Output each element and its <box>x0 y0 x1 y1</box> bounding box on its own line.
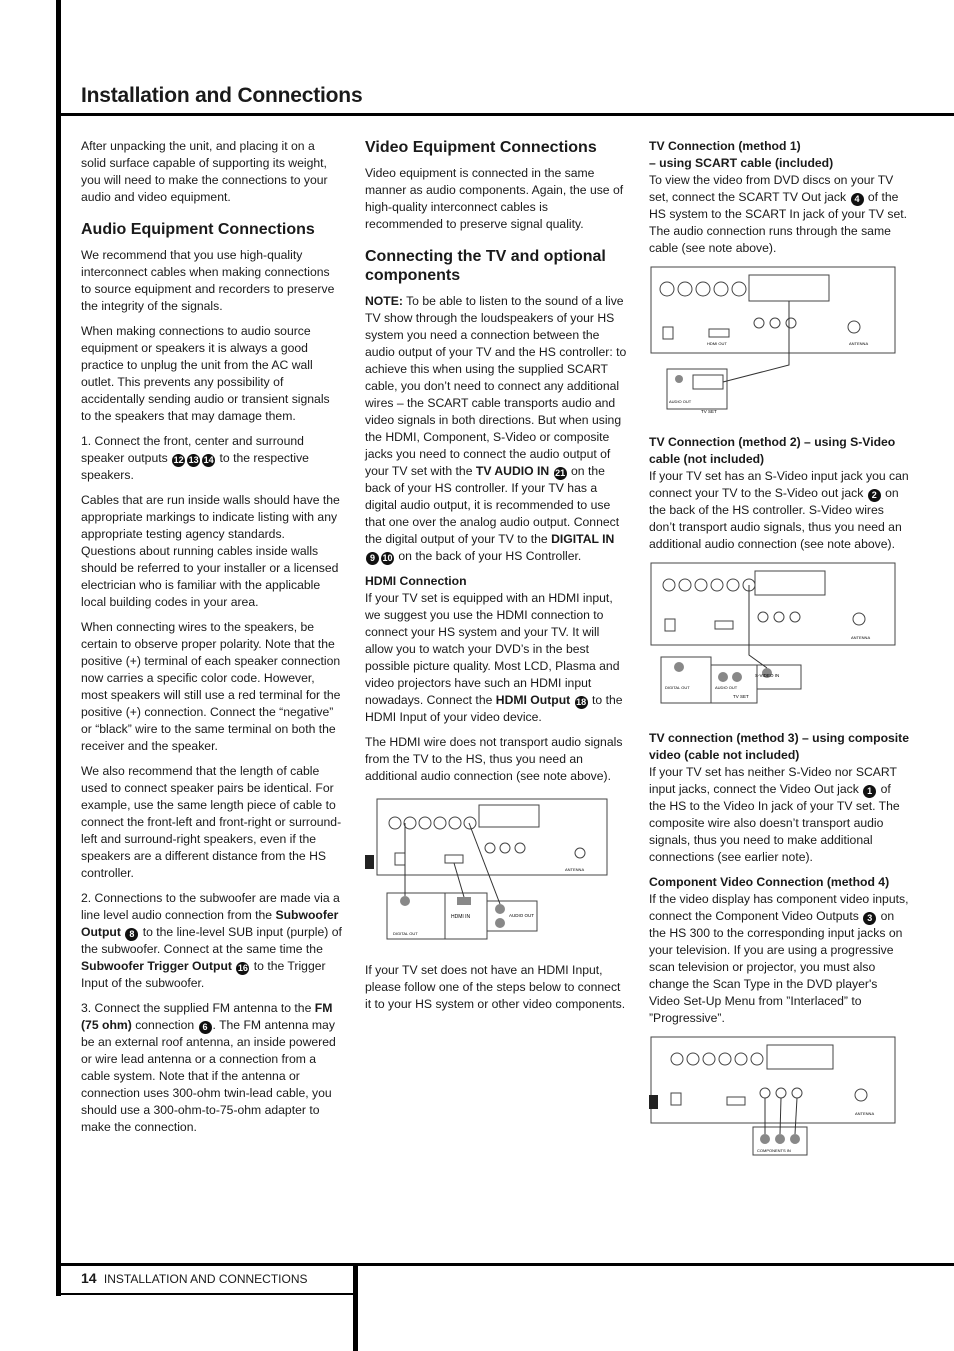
audio-out-label: AUDIO OUT <box>669 399 692 404</box>
hdmi-paragraph-2: The HDMI wire does not transport audio signals from the TV to the HS, thus you need an additional audio connection (see note above). <box>365 735 623 783</box>
callout-number: 12 <box>173 455 184 465</box>
step1-text-end: to the respective speakers. <box>81 451 309 482</box>
antenna-label: ANTENNA <box>849 341 869 346</box>
digital-in-label: DIGITAL IN <box>551 532 615 546</box>
hdmi-connection-diagram <box>365 793 629 948</box>
method2-paragraph <box>649 468 911 553</box>
audio-out-label: AUDIO OUT <box>715 685 738 690</box>
footer-divider-bar <box>353 1266 358 1351</box>
component-diagram-svg <box>649 1035 899 1165</box>
footer-label: INSTALLATION AND CONNECTIONS <box>103 1272 308 1286</box>
antenna-label: ANTENNA <box>855 1111 875 1116</box>
method1-heading-a: TV Connection (method 1) <box>649 139 801 153</box>
callout-number: 21 <box>555 468 566 478</box>
footer <box>81 1269 308 1288</box>
note-paragraph <box>365 293 629 565</box>
callout-number: 6 <box>199 1021 212 1034</box>
intro-paragraph: After unpacking the unit, and placing it on a solid surface capable of supporting its weight, you will need to make the connections to your audio and video equipment. <box>81 139 328 204</box>
method3-paragraph <box>649 764 911 866</box>
audio-paragraph-2: When making connections to audio source equipment or speakers it is always a good practice to unplug the unit from the AC wall outlet. This prevents any possibility of accidentally sending audio or transient signals to the speakers that may damage them. <box>81 324 330 423</box>
sub-output-label: Subwoofer Output <box>81 908 339 939</box>
fm-label: FM (75 ohm) <box>81 1001 333 1032</box>
audio-out-label: AUDIO OUT <box>509 913 535 918</box>
hdmi-in-label: HDMI IN <box>451 914 471 920</box>
note-text-a: To be able to listen to the sound of a live TV show through the loudspeakers of your HS system you need a connection between the audio output of your TV and the HS controller: to achieve this when using the supplied SCART cable, you don’t need to connect any additional wires – the SCART cable transports audio and video signals in both directions. But when using the HDMI, Component, S-Video or composite jacks you need to connect the audio output of your TV set with the <box>365 294 627 478</box>
sub-trigger-label: Subwoofer Trigger Output <box>81 959 232 973</box>
fm-text-b: connection <box>135 1018 195 1032</box>
footer-rule <box>56 1263 954 1266</box>
video-heading: Video Equipment Connections <box>365 139 597 156</box>
digital-out-label: DIGITAL OUT <box>665 685 690 690</box>
m2-text-b: on the back of the HS controller. S-Video wires don’t transport audio signals, thus you need an additional audio connection (see note above). <box>649 486 902 551</box>
hdmi-paragraph <box>365 590 629 726</box>
fm-text-c: . The FM antenna may be an external roof antenna, an inside powered or wire lead antenna or a connection from a cable system. Note that if the antenna or connection uses 300-ohm twin-lead cable, you should use a 300-ohm-to-75-ohm adapter to make the connection. <box>81 1018 336 1134</box>
hdmi-out-label: HDMI OUT <box>707 341 727 346</box>
callout-number: 2 <box>868 489 881 502</box>
m1-text-a: To view the video from DVD discs on your TV set, connect the SCART TV Out jack <box>649 173 894 204</box>
svideo-diagram-svg <box>649 561 899 711</box>
audio-paragraph-3 <box>81 433 343 484</box>
note-label: NOTE: <box>365 294 403 308</box>
subwoofer-paragraph <box>81 890 343 992</box>
digital-out-label: DIGITAL OUT <box>393 931 418 936</box>
left-margin-bar <box>56 0 61 1296</box>
m2-text-a: If your TV set has an S-Video input jack you can connect your TV to the S-Video out jack <box>649 469 909 500</box>
audio-paragraph-4: Cables that are run inside walls should have the appropriate markings to indicate listing with any appropriate testing agency standards. Questions about running cables inside walls should be referred to your installer or a licensed electrician who is familiar with the applicable local building codes in your area. <box>81 493 340 609</box>
fm-text-a: 3. Connect the supplied FM antenna to the <box>81 1001 312 1015</box>
tv-set-label: TV SET <box>701 409 717 414</box>
callout-number: 9 <box>366 552 379 565</box>
m3-text-b: of the HS to the Video In jack of your TV set. The composite wire also doesn’t transport audio signals, thus you need to make additional connections (see earlier note). <box>649 782 900 864</box>
callout-number: 4 <box>851 193 864 206</box>
antenna-label: ANTENNA <box>565 867 585 872</box>
fm-paragraph <box>81 1000 343 1136</box>
callout-number: 1 <box>863 785 876 798</box>
sub-text-c: to the Trigger Input of the subwoofer. <box>81 959 326 990</box>
tv-audio-in-label: TV AUDIO IN <box>475 464 550 478</box>
page-number: 14 <box>81 1270 97 1286</box>
callout-number: 3 <box>863 912 876 925</box>
svideo-connection-diagram <box>649 561 911 716</box>
callout-number: 16 <box>237 963 248 973</box>
footer-rule-bottom <box>56 1293 358 1295</box>
no-hdmi-paragraph: If your TV set does not have an HDMI Input, please follow one of the steps below to connect it to your HS system or other video components. <box>365 963 626 1011</box>
hdmi-text-a: If your TV set is equipped with an HDMI input, we suggest you use the HDMI connection to connect your HS system and your TV. It will allow you to watch your DVD’s in the best possible picture quality. Most LCD, Plasma and video projectors have such an HDMI input nowadays. Connect the <box>365 591 620 707</box>
method1-paragraph <box>649 172 911 257</box>
tv-heading: Connecting the TV and optional components <box>365 248 606 284</box>
callout-number: 10 <box>382 553 393 563</box>
method4-paragraph <box>649 891 911 1027</box>
page-title: Installation and Connections <box>81 84 363 107</box>
hdmi-diagram-svg <box>365 793 610 943</box>
sub-text-a: 2. Connections to the subwoofer are made via a line level audio connection from the <box>81 891 340 922</box>
audio-paragraph-5: When connecting wires to the speakers, be certain to observe proper polarity. Note that the positive (+) terminal of each speaker connection now carries a specific color code. However, most speakers will still use a red terminal for the positive (+) connection. Connect the “negative” or “black” wire to the same terminal on both the receiver and the speaker. <box>81 620 341 753</box>
audio-heading: Audio Equipment Connections <box>81 221 315 238</box>
m3-text-a: If your TV set has neither S-Video nor SCART input jacks, connect the Video Out jack <box>649 765 897 796</box>
callout-number: 18 <box>576 697 587 707</box>
hdmi-output-label: HDMI Output <box>495 693 571 707</box>
column-2 <box>365 138 629 1021</box>
column-1 <box>81 138 343 1144</box>
tv-set-label: TV SET <box>733 694 749 699</box>
column-3 <box>649 138 911 1184</box>
method1-heading-b: – using SCART cable (included) <box>649 156 834 170</box>
header-rule <box>56 113 954 116</box>
method4-heading: Component Video Connection (method 4) <box>649 875 890 889</box>
method2-heading: TV Connection (method 2) – using S-Video cable (not included) <box>649 435 896 466</box>
m4-text-b: on the HS 300 to the corresponding input jacks on your television. If you are using a progressive scan television or projector, you must also change the Scan Type in the DVD player's Video Set-Up Menu from ”Interlaced” to ”Progressive”. <box>649 909 903 1025</box>
sub-text-b: to the line-level SUB input (purple) of the subwoofer. Connect at the same time the <box>81 925 342 956</box>
audio-paragraph-6: We also recommend that the length of cable used to connect speaker pairs be identical. For example, use the same length piece of cable to connect the front-left and front-right or surround-left and surround-right speakers, even if the speakers are a different distance from the HS controller. <box>81 764 342 880</box>
antenna-label: ANTENNA <box>851 635 871 640</box>
callout-number: 8 <box>125 928 138 941</box>
scart-diagram-svg <box>649 265 899 415</box>
callout-number: 13 <box>188 455 199 465</box>
method3-heading: TV connection (method 3) – using composite video (cable not included) <box>649 731 910 762</box>
note-text-b: on the back of your HS controller. If your TV has a digital audio output, it is recommended to use that one over the analog audio output. Connect the digital output of your TV to the <box>365 464 620 546</box>
video-paragraph: Video equipment is connected in the same manner as audio components. Again, the use of high-quality interconnect cables is recommended to preserve signal quality. <box>365 166 624 231</box>
step1-text: 1. Connect the front, center and surround speaker outputs <box>81 434 304 465</box>
scart-connection-diagram <box>649 265 911 420</box>
hdmi-heading: HDMI Connection <box>365 574 467 588</box>
m4-text-a: If the video display has component video inputs, connect the Component Video Outputs <box>649 892 909 923</box>
component-connection-diagram <box>649 1035 911 1170</box>
m1-text-b: of the HS system to the SCART In jack of your TV set. The audio connection runs through the same cable (see note above). <box>649 190 908 255</box>
svideo-in-label: S-VIDEO IN <box>755 673 780 678</box>
callout-number: 14 <box>203 455 214 465</box>
note-text-c: on the back of your HS Controller. <box>398 549 582 563</box>
hdmi-text-b: to the HDMI Input of your video device. <box>365 693 623 724</box>
audio-paragraph-1: We recommend that you use high-quality interconnect cables when making connections to source equipment and recorders to preserve the integrity of the signals. <box>81 248 335 313</box>
components-in-label: COMPONENTS IN <box>757 1148 791 1153</box>
